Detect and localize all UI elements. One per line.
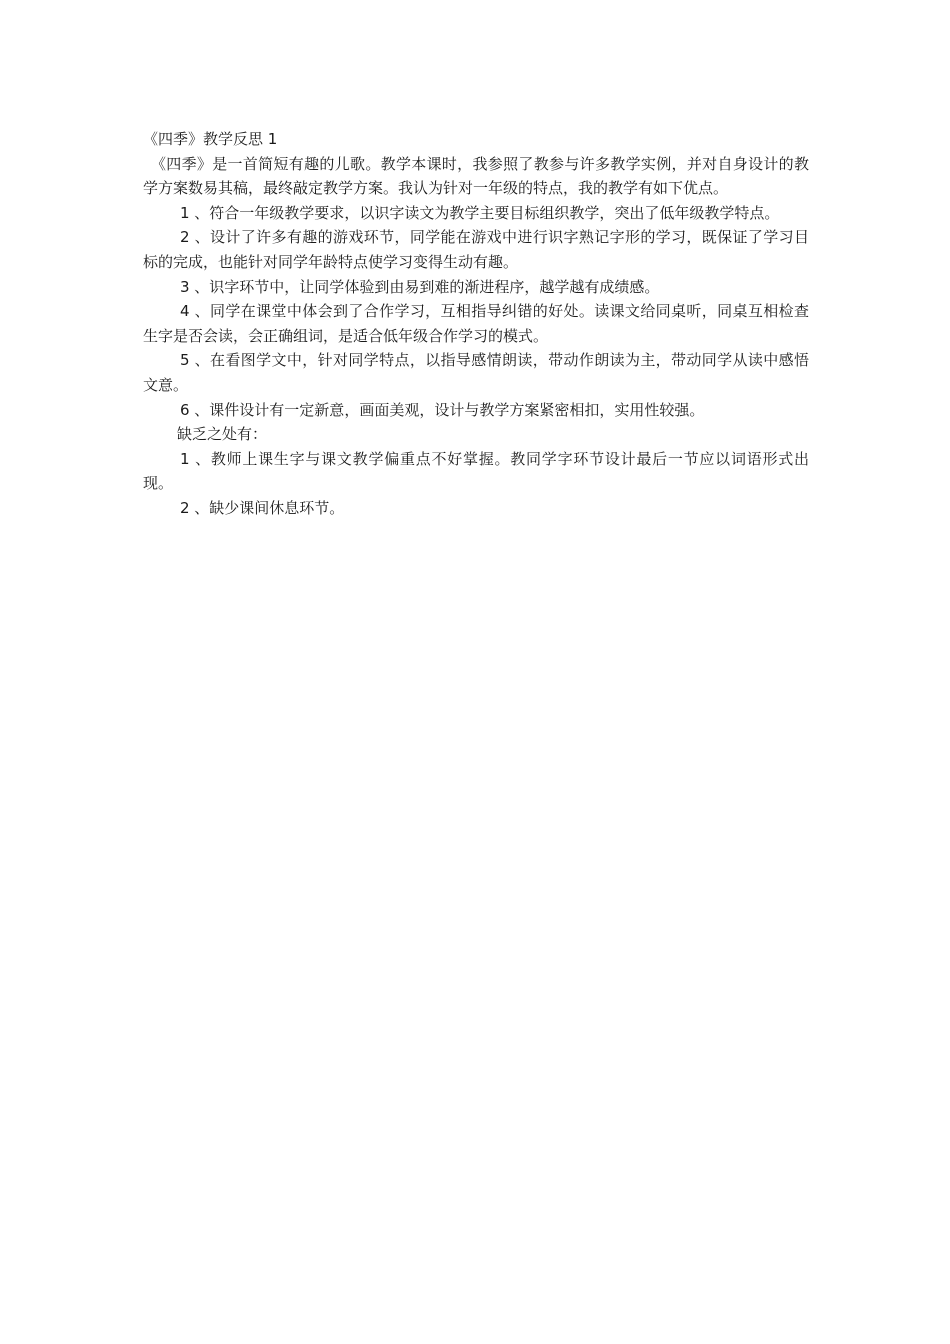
intro-paragraph: 《四季》是一首简短有趣的儿歌。教学本课时，我参照了教参与许多教学实例，并对自身设计的教学方案数易其稿，最终敲定教学方案。我认为针对一年级的特点，我的教学有如下优点。 [143, 154, 809, 198]
strength-item-2: 2 、设计了许多有趣的游戏环节，同学能在游戏中进行识字熟记字形的学习，既保证了学习目标的完成，也能针对同学年龄特点使学习变得生动有趣。 [143, 228, 809, 271]
document-body [143, 127, 809, 521]
weakness-heading: 缺乏之处有： [177, 425, 268, 444]
strength-item-3: 3 、识字环节中，让同学体验到由易到难的渐进程序，越学越有成绩感。 [180, 277, 660, 296]
strength-item-4: 4 、同学在课堂中体会到了合作学习，互相指导纠错的好处。读课文给同桌听，同桌互相检查生字是否会读，会正确组词，是适合低年级合作学习的模式。 [143, 302, 809, 345]
strength-item-6: 6 、课件设计有一定新意，画面美观，设计与教学方案紧密相扣，实用性较强。 [180, 400, 705, 419]
strength-item-1: 1 、符合一年级教学要求，以识字读文为教学主要目标组织教学，突出了低年级教学特点。 [180, 203, 780, 222]
strength-item-5: 5 、在看图学文中，针对同学特点，以指导感情朗读，带动作朗读为主，带动同学从读中感悟文意。 [143, 351, 809, 394]
weakness-item-1: 1 、教师上课生字与课文教学偏重点不好掌握。教同学字环节设计最后一节应以词语形式出现。 [143, 449, 809, 493]
weakness-item-2: 2 、缺少课间休息环节。 [180, 498, 345, 517]
document-title: 《四季》教学反思 1 [143, 130, 278, 148]
